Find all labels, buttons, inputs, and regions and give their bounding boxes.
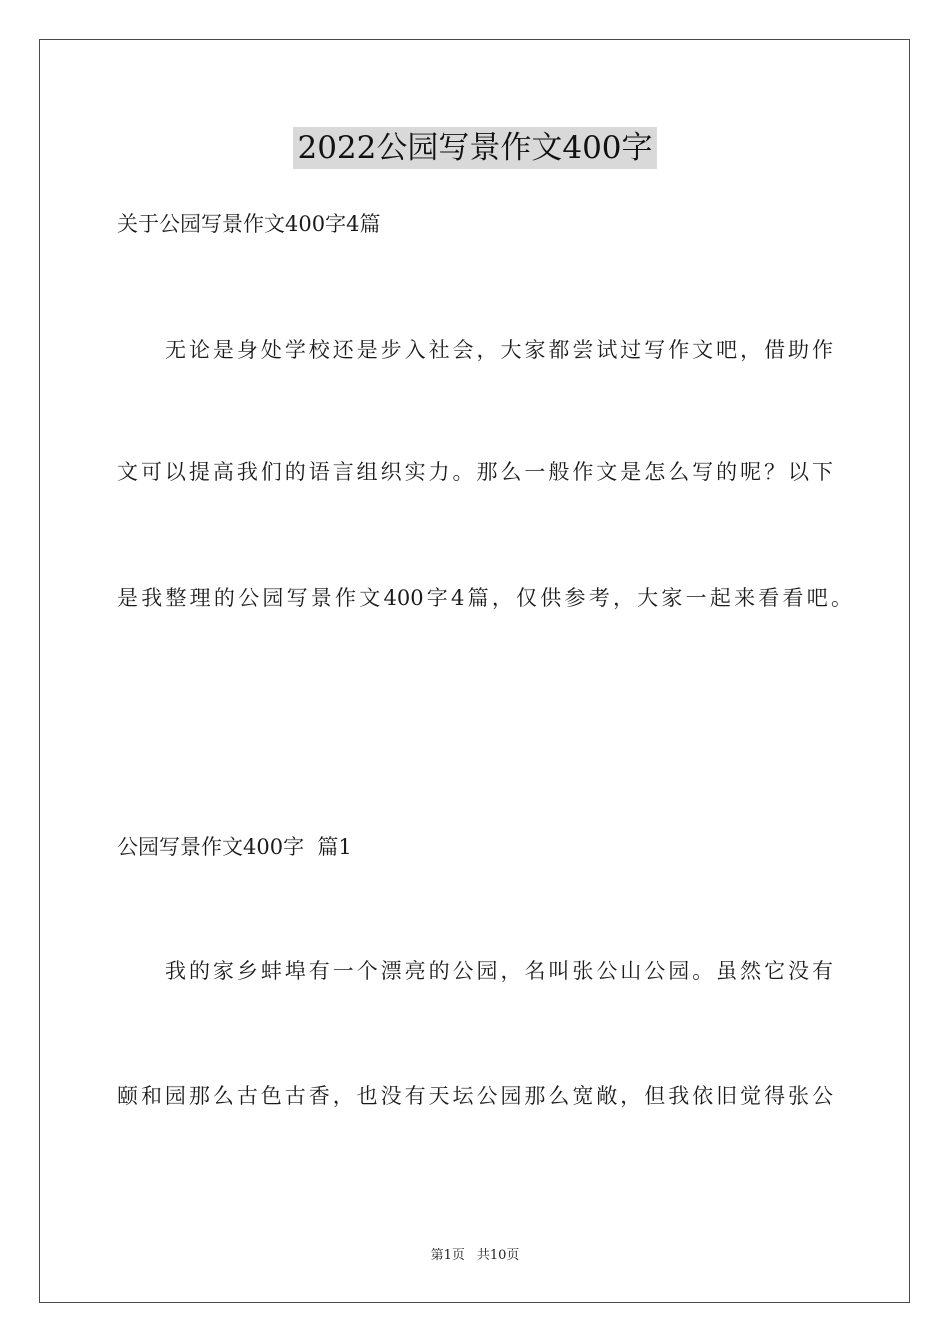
section-heading: 公园写景作文400字 篇1 xyxy=(117,835,352,859)
document-subtitle: 关于公园写景作文400字4篇 xyxy=(117,212,381,236)
intro-line-2: 文可以提高我们的语言组织实力。那么一般作文是怎么写的呢？以下 xyxy=(117,460,833,484)
intro-line-1: 无论是身处学校还是步入社会，大家都尝试过写作文吧，借助作 xyxy=(165,338,833,362)
document-title: 2022公园写景作文400字 xyxy=(293,127,656,169)
section-line-2: 颐和园那么古色古香，也没有天坛公园那么宽敞，但我依旧觉得张公 xyxy=(117,1084,833,1108)
title-container xyxy=(0,127,950,169)
page-total: 共10页 xyxy=(476,1248,520,1263)
page-footer xyxy=(0,1246,950,1266)
section-line-1: 我的家乡蚌埠有一个漂亮的公园，名叫张公山公园。虽然它没有 xyxy=(165,959,833,983)
page-number: 第1页 xyxy=(430,1248,465,1263)
intro-line-3: 是我整理的公园写景作文400字4篇，仅供参考，大家一起来看看吧。 xyxy=(117,586,852,610)
